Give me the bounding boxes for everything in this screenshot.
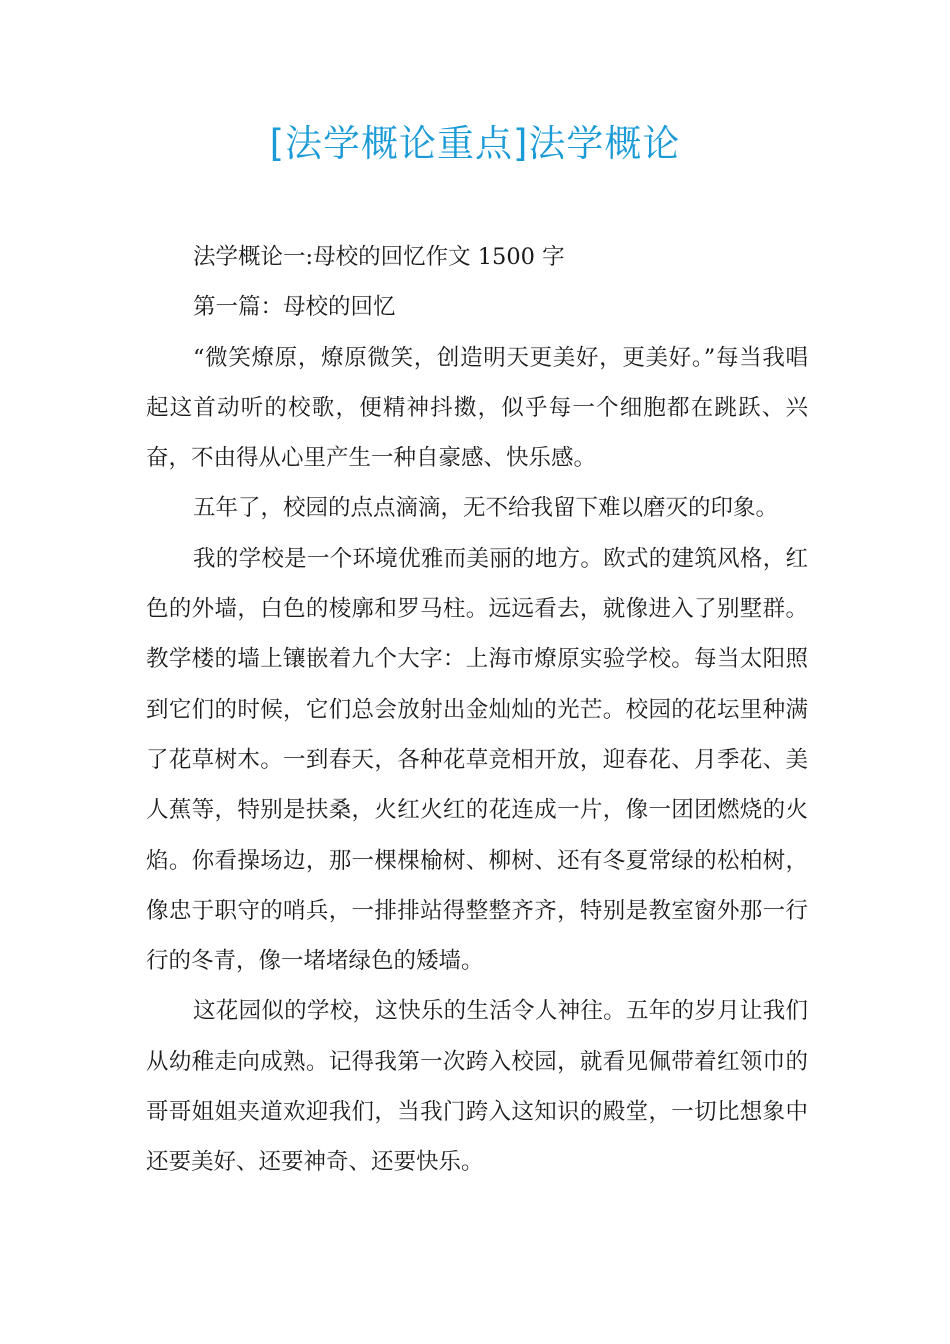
document-body bbox=[146, 232, 808, 1188]
paragraph-garden-school: 这花园似的学校，这快乐的生活令人神往。五年的岁月让我们从幼稚走向成熟。记得我第一次跨入校园，就看见佩带着红领巾的哥哥姐姐夹道欢迎我们，当我门跨入这知识的殿堂，一切比想象中还要美好、还要神奇、还要快乐。 bbox=[146, 998, 808, 1176]
paragraph-chapter-heading: 第一篇：母校的回忆 bbox=[193, 294, 396, 321]
paragraph-school-environment: 我的学校是一个环境优雅而美丽的地方。欧式的建筑风格，红色的外墙，白色的棱廓和罗马柱。远远看去，就像进入了别墅群。教学楼的墙上镶嵌着九个大字：上海市燎原实验学校。每当太阳照到它们的时候，它们总会放射出金灿灿的光芒。校园的花坛里种满了花草树木。一到春天，各种花草竞相开放，迎春花、月季花、美人蕉等，特别是扶桑，火红火红的花连成一片，像一团团燃烧的火焰。你看操场边，那一棵棵榆树、柳树、还有冬夏常绿的松柏树，像忠于职守的哨兵，一排排站得整整齐齐，特别是教室窗外那一行行的冬青，像一堵堵绿色的矮墙。 bbox=[146, 545, 808, 975]
paragraph-five-years: 五年了，校园的点点滴滴，无不给我留下难以磨灭的印象。 bbox=[193, 495, 779, 522]
paragraph-school-song: “微笑燎原，燎原微笑，创造明天更美好，更美好。”每当我唱起这首动听的校歌，便精神抖擞，似乎每一个细胞都在跳跃、兴奋，不由得从心里产生一种自豪感、快乐感。 bbox=[146, 344, 808, 472]
paragraph-subtitle: 法学概论一:母校的回忆作文 1500 字 bbox=[193, 244, 565, 270]
document-title: [法学概论重点]法学概论 bbox=[269, 122, 681, 165]
